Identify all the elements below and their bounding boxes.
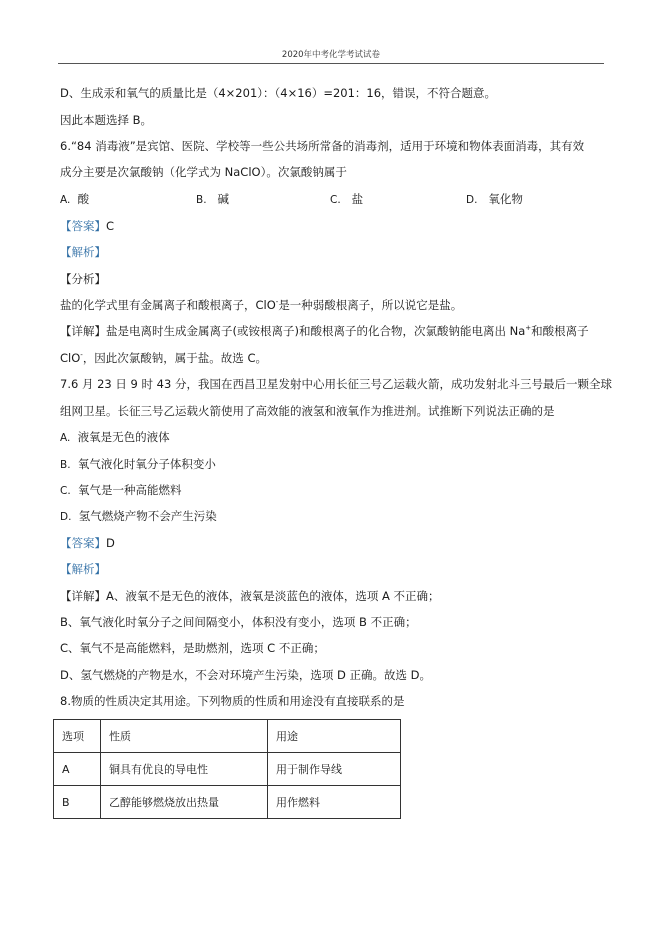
q5-option-d-explanation: D、生成汞和氧气的质量比是（4×201）：（4×16）=201：16，错误，不符合题意。 xyxy=(60,86,497,100)
q6-stem-line1: 6.“84 消毒液”是宾馆、医院、学校等一些公共场所常备的消毒剂，适用于环境和物体表面消毒，其有效 xyxy=(60,139,585,153)
table-row xyxy=(54,753,401,786)
page-header: 2020年中考化学考试试卷 xyxy=(281,50,381,60)
detail-tag: 【详解】 xyxy=(60,589,106,603)
table-cell: 用作燃料 xyxy=(268,786,401,819)
q7-stem-line1: 7.6 月 23 日 9 时 43 分，我国在西昌卫星发射中心用长征三号乙运载火箭，成功发射北斗三号最后一颗全球 xyxy=(60,377,612,391)
table-cell: A xyxy=(54,753,101,786)
detail-tag: 【详解】 xyxy=(60,324,106,338)
q7-detail-b: B、氧气液化时氧分子之间间隔变小，体积没有变小，选项 B 不正确； xyxy=(60,615,417,629)
q6-analysis-heading: 【解析】 xyxy=(60,245,106,259)
q6-answer-value: C xyxy=(106,219,115,233)
table-cell: 铜具有优良的导电性 xyxy=(101,753,268,786)
q6-stem-line2: 成分主要是次氯酸钠（化学式为 NaClO）。次氯酸钠属于 xyxy=(60,165,347,179)
q7-option-c: C. 氧气是一种高能燃料 xyxy=(60,483,182,497)
q6-detail-line1: 【详解】盐是电离时生成金属离子(或铵根离子)和酸根离子的化合物，次氯酸钠能电离出 Na+和酸根离子 xyxy=(60,324,589,338)
q8-stem: 8.物质的性质决定其用途。下列物质的性质和用途没有直接联系的是 xyxy=(60,694,405,708)
table-header-cell: 用途 xyxy=(268,720,401,753)
table-row xyxy=(54,786,401,819)
q7-detail-c: C、氧气不是高能燃料，是助燃剂，选项 C 不正确； xyxy=(60,641,325,655)
table-header-cell: 选项 xyxy=(54,720,101,753)
q8-table xyxy=(53,719,401,819)
answer-tag: 【答案】 xyxy=(60,536,106,550)
table-header-row xyxy=(54,720,401,753)
table-cell: 用于制作导线 xyxy=(268,753,401,786)
table-cell: 乙醇能够燃烧放出热量 xyxy=(101,786,268,819)
q7-option-d: D. 氢气燃烧产物不会产生污染 xyxy=(60,509,217,523)
q6-option-c: C. 盐 xyxy=(330,192,364,206)
q6-fenxi-text: 盐的化学式里有金属离子和酸根离子，ClO-是一种弱酸根离子，所以说它是盐。 xyxy=(60,298,463,312)
q7-option-a: A. 液氧是无色的液体 xyxy=(60,430,170,444)
header-divider xyxy=(58,63,604,64)
q6-option-a: A. 酸 xyxy=(60,192,90,206)
q6-fenxi-heading: 【分析】 xyxy=(60,272,106,286)
q6-detail-line2: ClO-，因此次氯酸钠，属于盐。故选 C。 xyxy=(60,351,267,365)
table-header-cell: 性质 xyxy=(101,720,268,753)
q6-option-b: B. 碱 xyxy=(196,192,230,206)
q7-answer xyxy=(60,534,115,552)
q5-conclusion: 因此本题选择 B。 xyxy=(60,113,153,127)
table-cell: B xyxy=(54,786,101,819)
q6-option-d: D. 氧化物 xyxy=(466,192,523,206)
q7-option-b: B. 氧气液化时氧分子体积变小 xyxy=(60,457,216,471)
q7-detail-a: 【详解】A、液氧不是无色的液体，液氧是淡蓝色的液体，选项 A 不正确； xyxy=(60,589,440,603)
q7-stem-line2: 组网卫星。长征三号乙运载火箭使用了高效能的液氢和液氧作为推进剂。试推断下列说法正确的是 xyxy=(60,404,555,418)
q7-analysis-heading: 【解析】 xyxy=(60,562,106,576)
q6-answer xyxy=(60,217,114,235)
answer-tag: 【答案】 xyxy=(60,219,106,233)
q7-detail-d: D、氢气燃烧的产物是水，不会对环境产生污染，选项 D 正确。故选 D。 xyxy=(60,668,432,682)
q7-answer-value: D xyxy=(106,536,115,550)
